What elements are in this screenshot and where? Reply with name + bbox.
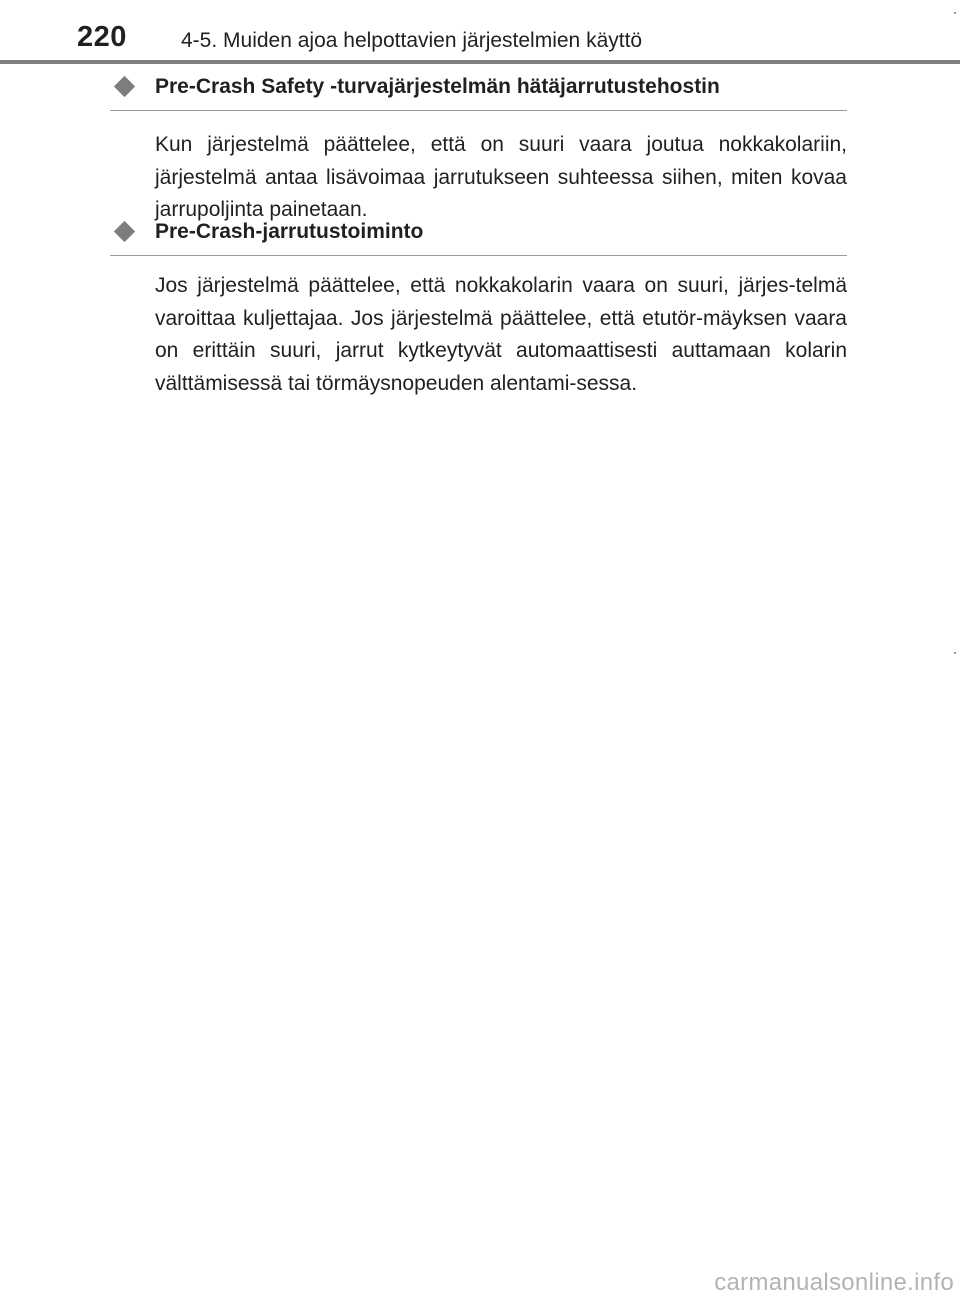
- page-header: [0, 0, 960, 66]
- diamond-bullet-icon: [114, 76, 135, 97]
- section-heading: [110, 70, 847, 111]
- watermark: carmanualsonline.info: [714, 1269, 954, 1296]
- section-heading: [110, 215, 847, 256]
- section-title: Pre-Crash Safety -turvajärjestelmän hätäjarrutustehostin: [155, 75, 720, 98]
- section-brake-assist: [110, 70, 847, 227]
- section-pre-crash-braking: [110, 215, 847, 400]
- crop-mark: [954, 652, 956, 654]
- section-body: Kun järjestelmä päättelee, että on suuri vaara joutua nokkakolariin, järjestelmä antaa lisävoimaa jarrutukseen suhteessa siihen, miten kovaa jarrupoljinta painetaan.: [155, 133, 847, 221]
- section-body: Jos järjestelmä päättelee, että nokkakolarin vaara on suuri, järjes-telmä varoittaa kuljettajaa. Jos järjestelmä päättelee, että etutör-mäyksen vaara on erittäin suuri, jarrut kytkeytyvät automaattisesti auttamaan kolarin välttämisessä tai törmäysnopeuden alentami-sessa.: [155, 274, 847, 395]
- page-number: 220: [77, 21, 127, 53]
- crop-mark: [954, 12, 956, 14]
- header-divider: [0, 60, 960, 64]
- section-title: Pre-Crash-jarrutustoiminto: [155, 220, 424, 243]
- diamond-bullet-icon: [114, 221, 135, 242]
- chapter-title: 4-5. Muiden ajoa helpottavien järjestelmien käyttö: [181, 29, 643, 52]
